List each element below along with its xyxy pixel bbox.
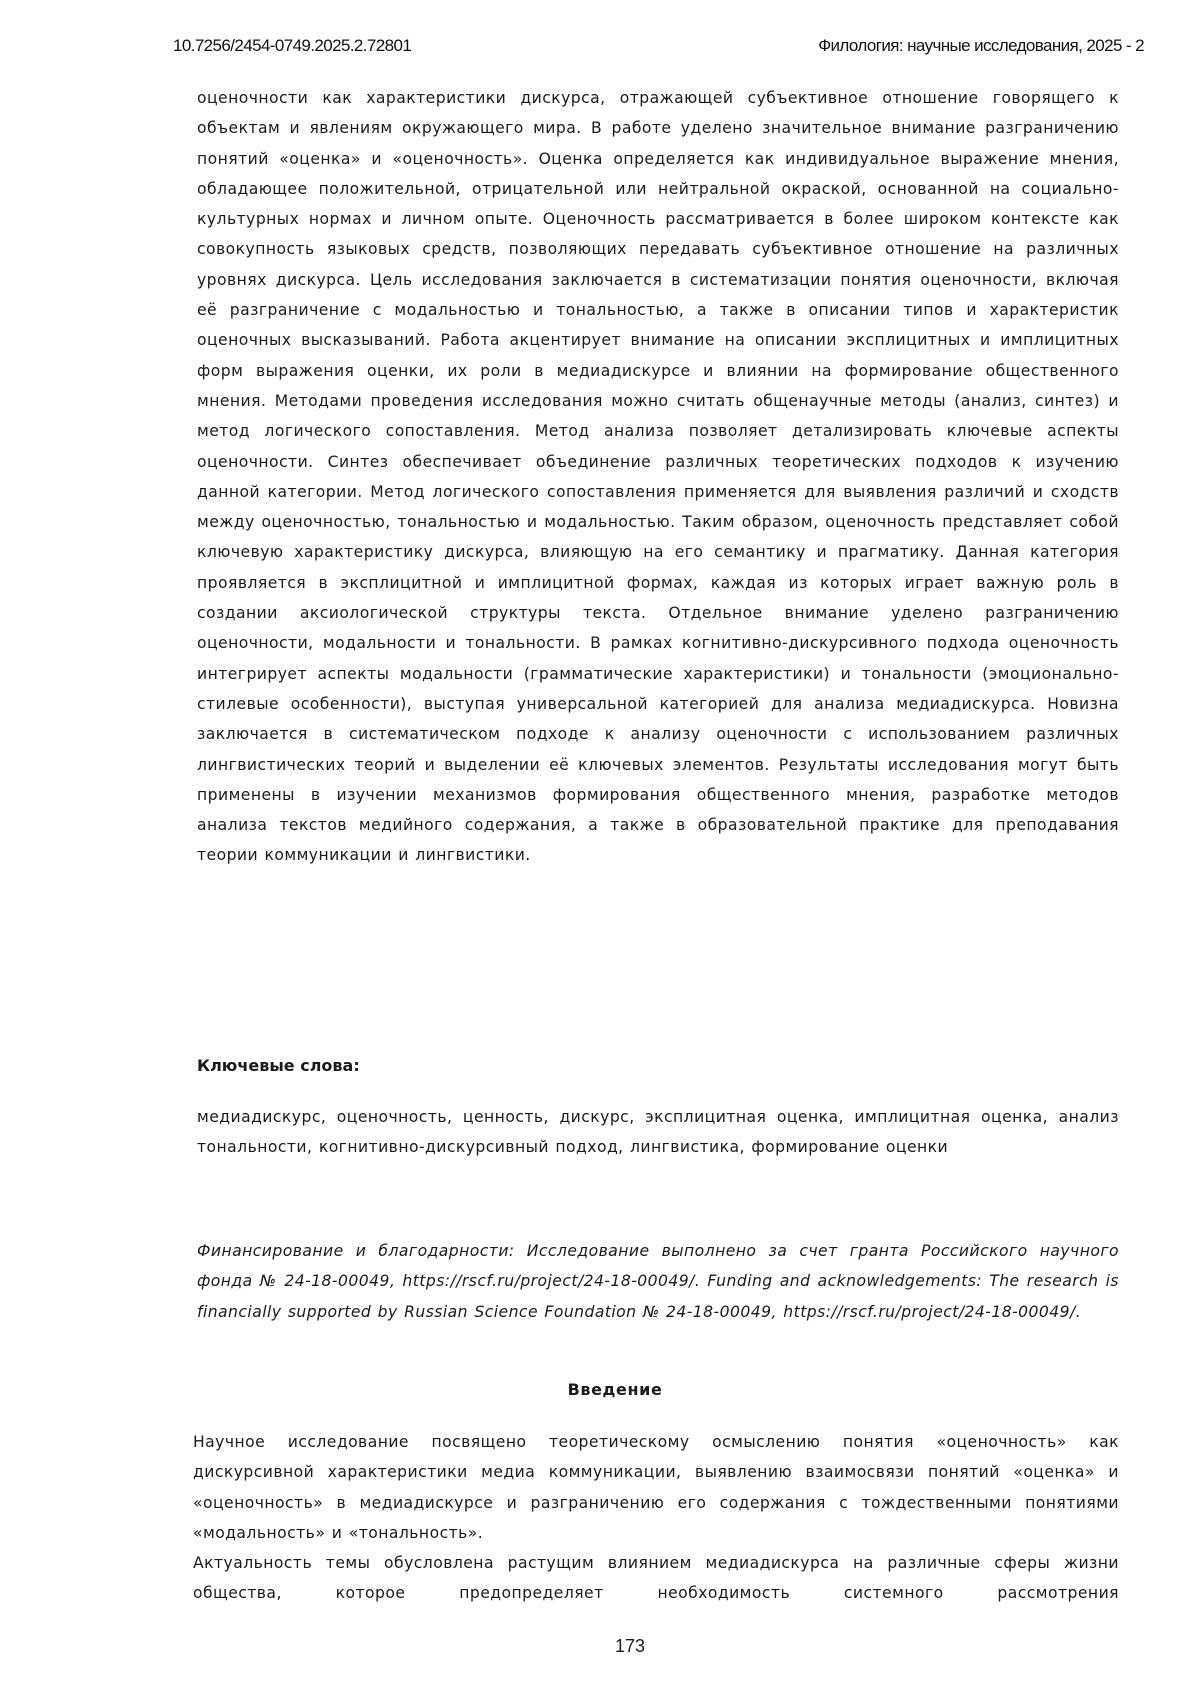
abstract-text: оценочности как характеристики дискурса, отражающей субъективное отношение говорящего к объектам и явлениям окружающего мира. В работе уделено значительное внимание разграничению понятий «оценка» и «оценочность». Оценка определяется как индивидуальное выражение мнения, обладающее положительной, отрицательной или нейтральной окраской, основанной на социально-культурных нормах и личном опыте. Оценочность рассматривается в более широком контексте как совокупность языковых средств, позволяющих передавать субъективное отношение на различных уровнях дискурса. Цель исследования заключается в систематизации понятия оценочности, включая её разграничение с модальностью и тональностью, а также в описании типов и характеристик оценочных высказываний. Работа акцентирует внимание на описании эксплицитных и имплицитных форм выражения оценки, их роли в медиадискурсе и влиянии на формирование общественного мнения. Методами проведения исследования можно считать общенаучные методы (анализ, синтез) и метод логического сопоставления. Метод анализа позволяет детализировать ключевые аспекты оценочности. Синтез обеспечивает объединение различных теоретических подходов к изучению данной категории. Метод логического сопоставления применяется для выявления различий и сходств между оценочностью, тональностью и модальностью. Таким образом, оценочность представляет собой ключевую характеристику дискурса, влияющую на его семантику и прагматику. Данная категория проявляется в эксплицитной и имплицитной формах, каждая из которых играет важную роль в создании аксиологической структуры текста. Отдельное внимание уделено разграничению оценочности, модальности и тональности. В рамках когнитивно-дискурсивного подхода оценочность интегрирует аспекты модальности (грамматические характеристики) и тональности (эмоционально-стилевые особенности), выступая универсальной категорией для анализа медиадискурса. Новизна заключается в систематическом подходе к анализу оценочности с использованием различных лингвистических теорий и выделении её ключевых элементов. Результаты исследования могут быть применены в изучении механизмов формирования общественного мнения, разработке методов анализа текстов медийного содержания, а также в образовательной практике для преподавания теории коммуникации и лингвистики. — [197, 89, 1119, 865]
page-number: 173 — [614, 1636, 646, 1656]
introduction-paragraph-1: Научное исследование посвящено теоретическому осмыслению понятия «оценочность» как дискурсивной характеристики медиа коммуникации, выявлению взаимосвязи понятий «оценка» и «оценочность» в медиадискурсе и разграничению его содержания с тождественными понятиями «модальность» и «тональность». — [193, 1433, 1119, 1542]
section-heading-introduction: Введение — [567, 1380, 663, 1399]
journal-title: Филология: научные исследования, 2025 - 2 — [818, 36, 1144, 55]
keywords-text: медиадискурс, оценочность, ценность, дискурс, эксплицитная оценка, имплицитная оценка, анализ тональности, когнитивно-дискурсивный подход, лингвистика, формирование оценки — [197, 1108, 1119, 1157]
keywords-heading: Ключевые слова: — [197, 1056, 360, 1075]
doi: 10.7256/2454-0749.2025.2.72801 — [173, 36, 412, 55]
introduction-paragraph-2: Актуальность темы обусловлена растущим влиянием медиадискурса на различные сферы жизни общества, которое предопределяет необходимость системного рассмотрения — [193, 1554, 1119, 1603]
funding-note: Финансирование и благодарности: Исследование выполнено за счет гранта Российского научного фонда № 24-18-00049, https://rscf.ru/project/24-18-00049/. Funding and acknowledgements: The research is financially supported by Russian Science Foundation № 24-18-00049, https://rscf.ru/project/24-18-00049/. — [197, 1242, 1119, 1321]
